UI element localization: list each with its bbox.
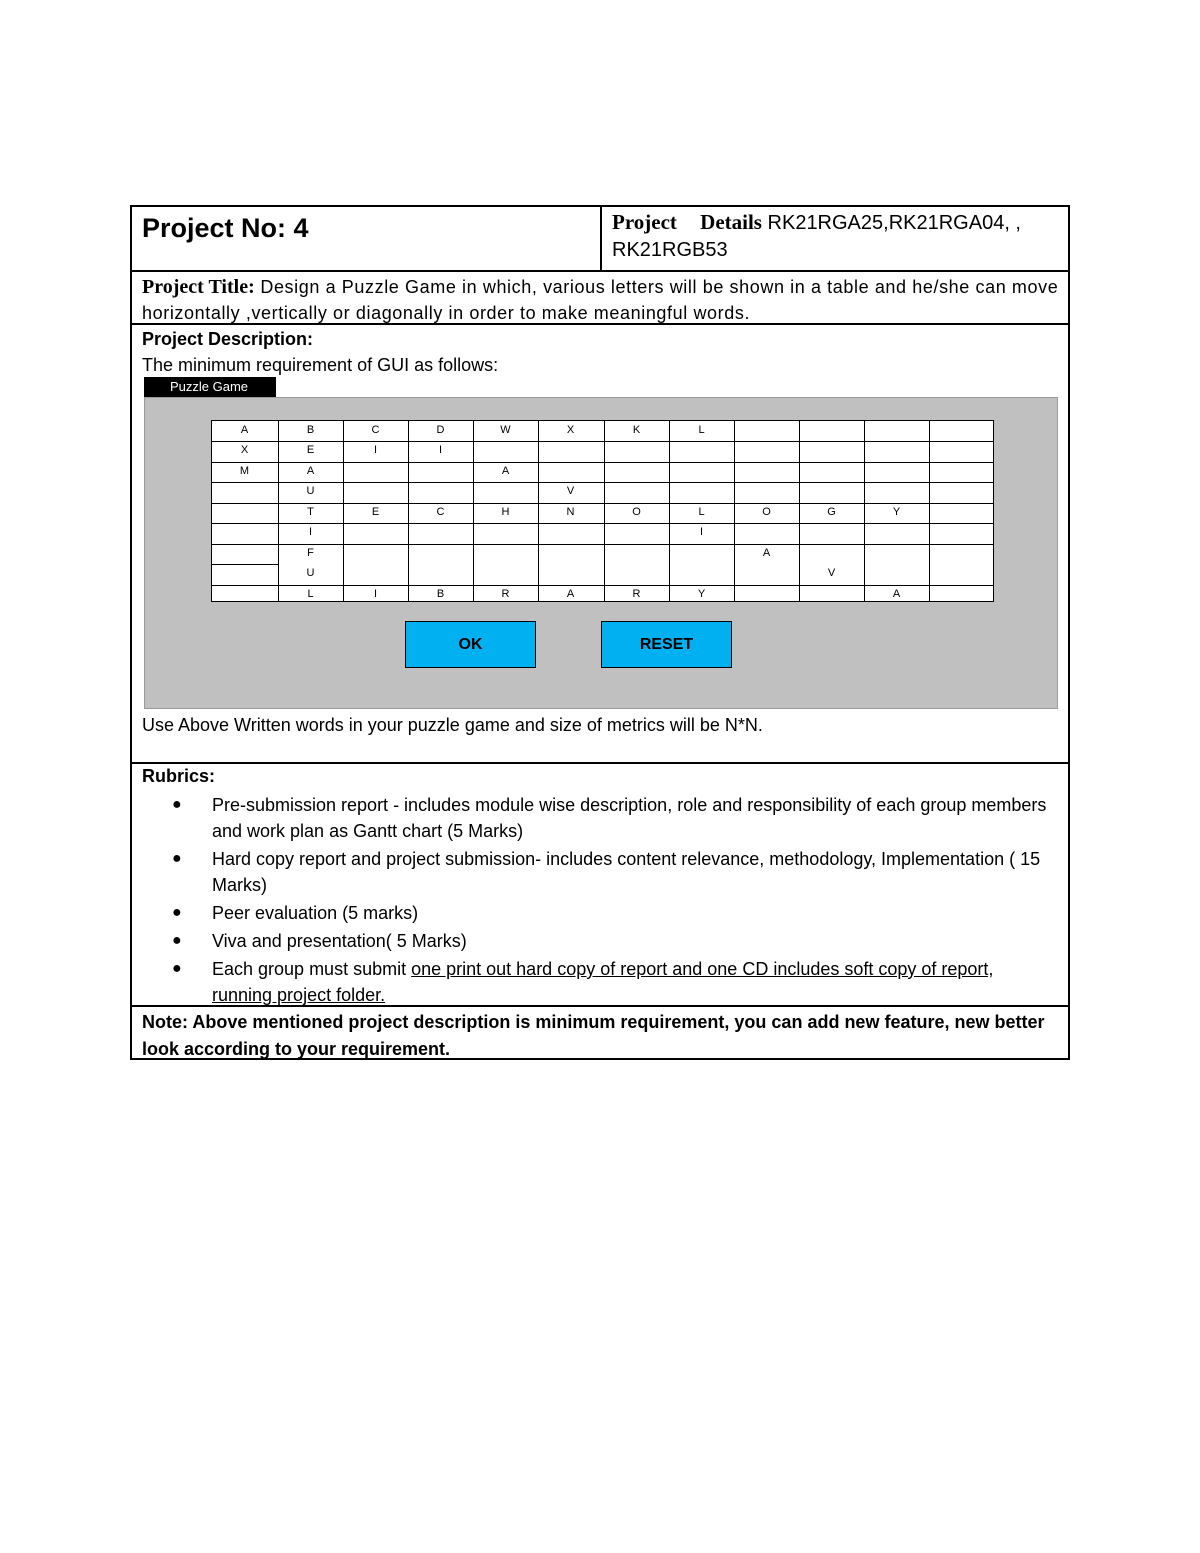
grid-hline: [212, 441, 993, 442]
bullet-icon: ●: [172, 850, 182, 867]
grid-letter[interactable]: I: [373, 444, 378, 456]
project-details-cell: [612, 209, 1060, 264]
grid-letter[interactable]: C: [371, 424, 380, 436]
grid-vline: [278, 421, 279, 601]
grid-letter[interactable]: O: [632, 506, 641, 518]
grid-letter[interactable]: F: [307, 547, 314, 559]
grid-vline: [929, 421, 930, 601]
letter-grid: [211, 420, 994, 602]
project-number: Project No: 4: [142, 213, 309, 243]
window-title: Puzzle Game: [144, 377, 276, 397]
grid-letter[interactable]: L: [307, 588, 314, 600]
grid-vline: [799, 421, 800, 601]
bullet-icon: ●: [172, 932, 182, 949]
description-intro: The minimum requirement of GUI as follows:: [142, 355, 499, 375]
grid-hline: [212, 544, 993, 545]
note-text: Note: Above mentioned project description is minimum requirement, you can add new feature, new better look according to your requirement.: [142, 1012, 1045, 1059]
submission-requirement: one print out hard copy of report and one CD includes soft copy of report, running project folder.: [212, 959, 994, 1005]
bullet-icon: ●: [172, 960, 182, 977]
grid-letter[interactable]: G: [827, 506, 836, 518]
ok-button[interactable]: OK: [405, 621, 536, 668]
reset-button[interactable]: RESET: [601, 621, 732, 668]
grid-letter[interactable]: A: [306, 465, 315, 477]
grid-letter[interactable]: A: [762, 547, 771, 559]
grid-hline: [212, 503, 993, 504]
grid-letter[interactable]: D: [436, 424, 445, 436]
grid-vline: [473, 421, 474, 601]
grid-letter[interactable]: R: [501, 588, 510, 600]
project-document: [130, 205, 1070, 1060]
grid-letter[interactable]: B: [306, 424, 315, 436]
grid-letter[interactable]: B: [436, 588, 445, 600]
grid-letter[interactable]: I: [699, 526, 704, 538]
grid-letter[interactable]: I: [308, 526, 313, 538]
grid-letter[interactable]: V: [566, 485, 575, 497]
grid-letter[interactable]: X: [566, 424, 575, 436]
grid-vline: [604, 421, 605, 601]
grid-vline: [343, 421, 344, 601]
grid-vline: [734, 421, 735, 601]
grid-letter[interactable]: T: [307, 506, 314, 518]
grid-letter[interactable]: O: [762, 506, 771, 518]
rubric-item: ● Hard copy report and project submission- includes content relevance, methodology, Implementation ( 15 Marks): [172, 846, 1058, 898]
grid-letter[interactable]: U: [306, 567, 315, 579]
grid-hline: [212, 585, 993, 586]
grid-letter[interactable]: A: [240, 424, 249, 436]
grid-letter[interactable]: I: [373, 588, 378, 600]
rubric-item: ● Viva and presentation( 5 Marks): [172, 928, 1058, 954]
grid-letter[interactable]: L: [698, 424, 705, 436]
project-details-value: RK21RGA25,RK21RGA04, , RK21RGB53: [612, 212, 1021, 261]
window-panel: [144, 397, 1058, 709]
grid-letter[interactable]: A: [566, 588, 575, 600]
project-title-label: Project Title:: [142, 276, 255, 298]
grid-vline: [538, 421, 539, 601]
grid-vline: [864, 421, 865, 601]
grid-letter[interactable]: M: [239, 465, 250, 477]
grid-letter[interactable]: C: [436, 506, 445, 518]
grid-letter[interactable]: I: [438, 444, 443, 456]
grid-letter[interactable]: W: [500, 424, 511, 436]
rubrics-list: [172, 792, 1058, 1010]
grid-letter[interactable]: N: [566, 506, 575, 518]
rubrics-row: [132, 764, 1068, 1007]
grid-letter[interactable]: R: [632, 588, 641, 600]
grid-letter[interactable]: E: [371, 506, 380, 518]
grid-letter[interactable]: Y: [892, 506, 901, 518]
grid-hline: [212, 482, 993, 483]
bullet-icon: ●: [172, 904, 182, 921]
grid-hline: [212, 462, 993, 463]
project-title-text: Design a Puzzle Game in which, various letters will be shown in a table and he/she can move horizontally ,vertically or diagonally in order to make meaningful words.: [142, 277, 1059, 323]
grid-vline: [408, 421, 409, 601]
grid-letter[interactable]: A: [501, 465, 510, 477]
grid-hline: [212, 523, 993, 524]
rubrics-heading: Rubrics:: [142, 766, 216, 786]
note-row: [132, 1007, 1068, 1060]
description-row: [132, 325, 1068, 764]
grid-letter[interactable]: V: [827, 567, 836, 579]
description-heading: Project Description:: [142, 329, 314, 349]
grid-letter[interactable]: E: [306, 444, 315, 456]
project-details-label: Project Details: [612, 210, 762, 234]
rubric-item: ● Peer evaluation (5 marks): [172, 900, 1058, 926]
bullet-icon: ●: [172, 796, 182, 813]
header-row: [132, 207, 1068, 272]
description-footer: Use Above Written words in your puzzle game and size of metrics will be N*N.: [142, 715, 763, 735]
grid-letter[interactable]: L: [698, 506, 705, 518]
project-number-cell: [132, 207, 602, 270]
grid-letter[interactable]: K: [632, 424, 641, 436]
grid-letter[interactable]: Y: [697, 588, 706, 600]
puzzle-window: [144, 377, 1058, 710]
grid-hline: [212, 564, 278, 565]
rubric-item: ● Pre-submission report - includes module wise description, role and responsibility of each group members and work plan as Gantt chart (5 Marks): [172, 792, 1058, 844]
title-row: [132, 272, 1068, 325]
grid-letter[interactable]: H: [501, 506, 510, 518]
grid-letter[interactable]: X: [240, 444, 249, 456]
grid-letter[interactable]: U: [306, 485, 315, 497]
grid-letter[interactable]: A: [892, 588, 901, 600]
rubric-item: ● Each group must submit one print out hard copy of report and one CD includes soft copy of report, running project folder.: [172, 956, 1058, 1008]
grid-vline: [669, 421, 670, 601]
